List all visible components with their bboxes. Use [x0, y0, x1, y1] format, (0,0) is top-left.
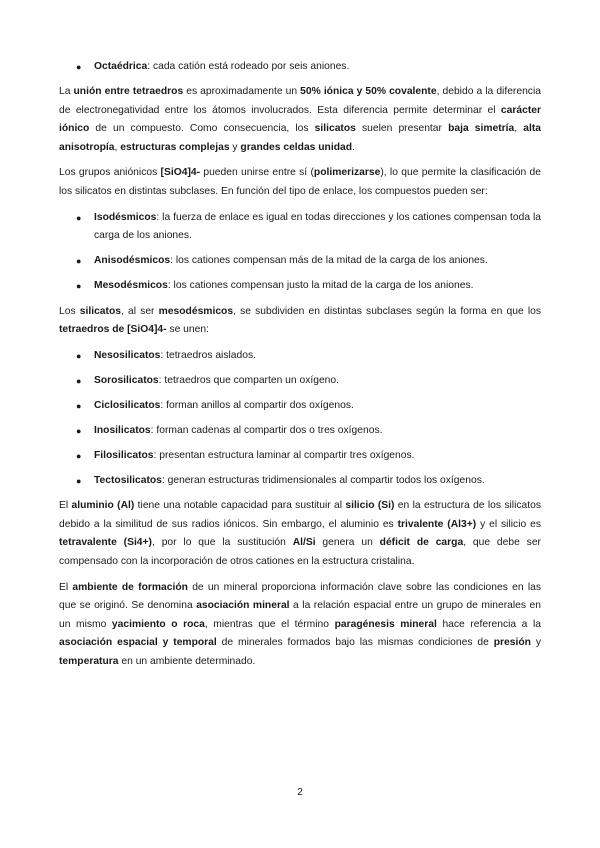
bullet-icon: ●: [76, 451, 82, 462]
text-run: El: [59, 581, 73, 593]
document-page: [59, 58, 541, 679]
bond-type-term: Isodésmicos: [94, 211, 157, 223]
bold-run: ambiente de formación: [72, 581, 188, 593]
bond-type-term: Mesodésmicos: [94, 280, 168, 292]
bold-run: silicio (Si): [345, 500, 395, 512]
text-run: y el silicio es: [476, 518, 541, 530]
text-run: se unen:: [166, 324, 209, 336]
bullet-icon: ●: [76, 350, 82, 361]
text-run: La: [59, 86, 74, 98]
bold-run: estructuras complejas: [120, 141, 230, 153]
text-run: en un ambiente determinado.: [118, 656, 256, 668]
bold-run: polimerizarse: [313, 167, 381, 179]
list-item-subclass: [59, 472, 541, 491]
text-run: , por lo que la sustitución: [151, 537, 293, 549]
text-run: , al ser: [120, 305, 159, 317]
bold-run: paragénesis mineral: [334, 618, 437, 630]
bold-run: aluminio (Al): [71, 500, 135, 512]
bullet-icon: ●: [76, 476, 82, 487]
term-octaedrica: Octaédrica: [94, 61, 148, 72]
paragraph-aluminium-substitution: [59, 497, 541, 571]
bold-run: carácter iónico: [59, 104, 541, 135]
list-item-subclass: [59, 397, 541, 416]
text-run: Los grupos aniónicos: [59, 167, 161, 179]
bond-type-term: Anisodésmicos: [94, 255, 171, 267]
bold-run: yacimiento o roca: [111, 618, 205, 630]
text-run: tiene una notable capacidad para sustituir al: [134, 500, 346, 512]
text-run: , debido a la diferencia de electronegatividad entre los átomos involucrados. Esta diferencia permite determinar el: [59, 86, 541, 116]
bullet-icon: ●: [76, 62, 82, 72]
list-item-subclass: [59, 447, 541, 466]
page-number: 2: [297, 787, 303, 798]
list-item-bond-type: [59, 277, 541, 296]
subclass-definition: : forman anillos al compartir dos oxígenos.: [160, 399, 354, 411]
coordination-list: [59, 58, 541, 77]
text-run: de un compuesto. Como consecuencia, los: [89, 123, 315, 135]
bold-run: asociación espacial y temporal: [59, 637, 217, 649]
paragraph-formation-environment: [59, 579, 541, 672]
bold-run: grandes celdas unidad: [240, 141, 353, 153]
list-item-bond-type: [59, 252, 541, 271]
list-item-subclass: [59, 372, 541, 391]
bold-run: alta anisotropía: [59, 123, 541, 153]
subclass-definition: : forman cadenas al compartir dos o tres oxígenos.: [150, 425, 383, 436]
subclass-definition: : tetraedros que comparten un oxígeno.: [158, 374, 339, 386]
text-run: hace referencia a la: [436, 618, 541, 630]
bold-run: [SiO4]4-: [160, 167, 201, 179]
text-run: .: [352, 141, 355, 153]
subclass-definition: : tetraedros aislados.: [160, 349, 256, 361]
bond-type-definition: : los cationes compensan más de la mitad de la carga de los aniones.: [170, 255, 488, 267]
bold-run: déficit de carga: [379, 537, 464, 549]
bold-run: silicatos: [79, 305, 121, 317]
list-item-subclass: [59, 422, 541, 441]
text-run: , que debe ser compensado con la incorporación de otros cationes en la estructura cristalina.: [59, 537, 541, 568]
bold-run: asociación mineral: [196, 600, 290, 612]
list-item-bond-type: [59, 209, 541, 246]
subclass-definition: : presentan estructura laminar al compartir tres oxígenos.: [153, 450, 415, 462]
bold-run: temperatura: [59, 656, 119, 668]
text-run: ,: [514, 123, 524, 135]
paragraph-anionic-groups: [59, 164, 541, 201]
bullet-icon: ●: [76, 426, 82, 436]
text-run: genera un: [315, 537, 380, 549]
bullet-icon: ●: [76, 375, 82, 386]
bold-run: tetravalente (Si4+): [59, 537, 152, 549]
subclass-term: Inosilicatos: [94, 425, 151, 436]
paragraph-silicate-subclasses: [59, 303, 541, 340]
list-item-subclass: [59, 347, 541, 366]
subclass-term: Nesosilicatos: [94, 349, 161, 361]
bullet-icon: ●: [76, 256, 82, 267]
bold-run: unión entre tetraedros: [73, 86, 184, 98]
text-run: ), lo que permite la clasificación de los silicatos en distintas subclases. En función del tipo de enlace, los compuestos pueden ser:: [59, 167, 541, 198]
text-run: de minerales formados bajo las mismas condiciones de: [216, 637, 494, 649]
text-run: de un mineral proporciona información clave sobre las condiciones en las que se originó. Se denomina: [59, 581, 541, 612]
bullet-icon: ●: [76, 281, 82, 292]
bullet-icon: ●: [76, 212, 82, 223]
text-run: , mientras que el término: [204, 618, 335, 630]
bold-run: 50% iónica y 50% covalente: [300, 86, 437, 98]
subclass-definition: : generan estructuras tridimensionales al compartir todos los oxígenos.: [161, 475, 485, 487]
bold-run: presión: [493, 637, 531, 649]
text-run: El: [59, 500, 72, 512]
bond-type-list: [59, 209, 541, 296]
bold-run: tetraedros de [SiO4]4-: [59, 324, 167, 336]
subclass-term: Sorosilicatos: [94, 374, 159, 386]
list-item-octaedrica: [59, 58, 541, 77]
subclass-term: Filosilicatos: [94, 450, 154, 462]
text-run: es aproximadamente un: [183, 86, 301, 98]
text-run: y: [229, 141, 241, 153]
text-run: y: [530, 637, 541, 649]
bold-run: baja simetría: [448, 123, 515, 135]
text-run: Los: [59, 305, 80, 317]
text-run: en la estructura de los silicatos debido a la similitud de sus radios iónicos. Sin embargo, el aluminio es: [59, 500, 541, 530]
subclass-term: Ciclosilicatos: [94, 399, 161, 411]
bold-run: trivalente (Al3+): [397, 518, 477, 530]
bold-run: mesodésmicos: [158, 305, 234, 317]
bond-type-definition: : los cationes compensan justo la mitad de la carga de los aniones.: [167, 280, 474, 292]
bond-type-definition: : la fuerza de enlace es igual en todas direcciones y los cationes compensan toda la carga de los aniones.: [94, 211, 541, 242]
text-run: , se subdividen en distintas subclases según la forma en que los: [233, 305, 541, 317]
paragraph-tetrahedra-union: [59, 83, 541, 157]
definition-octaedrica: : cada catión está rodeado por seis aniones.: [147, 61, 350, 72]
bold-run: silicatos: [314, 123, 356, 135]
text-run: ,: [114, 141, 121, 153]
text-run: a la relación espacial entre un grupo de minerales en un mismo: [59, 600, 541, 630]
subclass-term: Tectosilicatos: [94, 475, 162, 487]
subclass-list: [59, 347, 541, 491]
text-run: pueden unirse entre sí (: [200, 167, 314, 179]
bold-run: Al/Si: [292, 537, 316, 549]
bullet-icon: ●: [76, 400, 82, 411]
text-run: suelen presentar: [355, 123, 449, 135]
